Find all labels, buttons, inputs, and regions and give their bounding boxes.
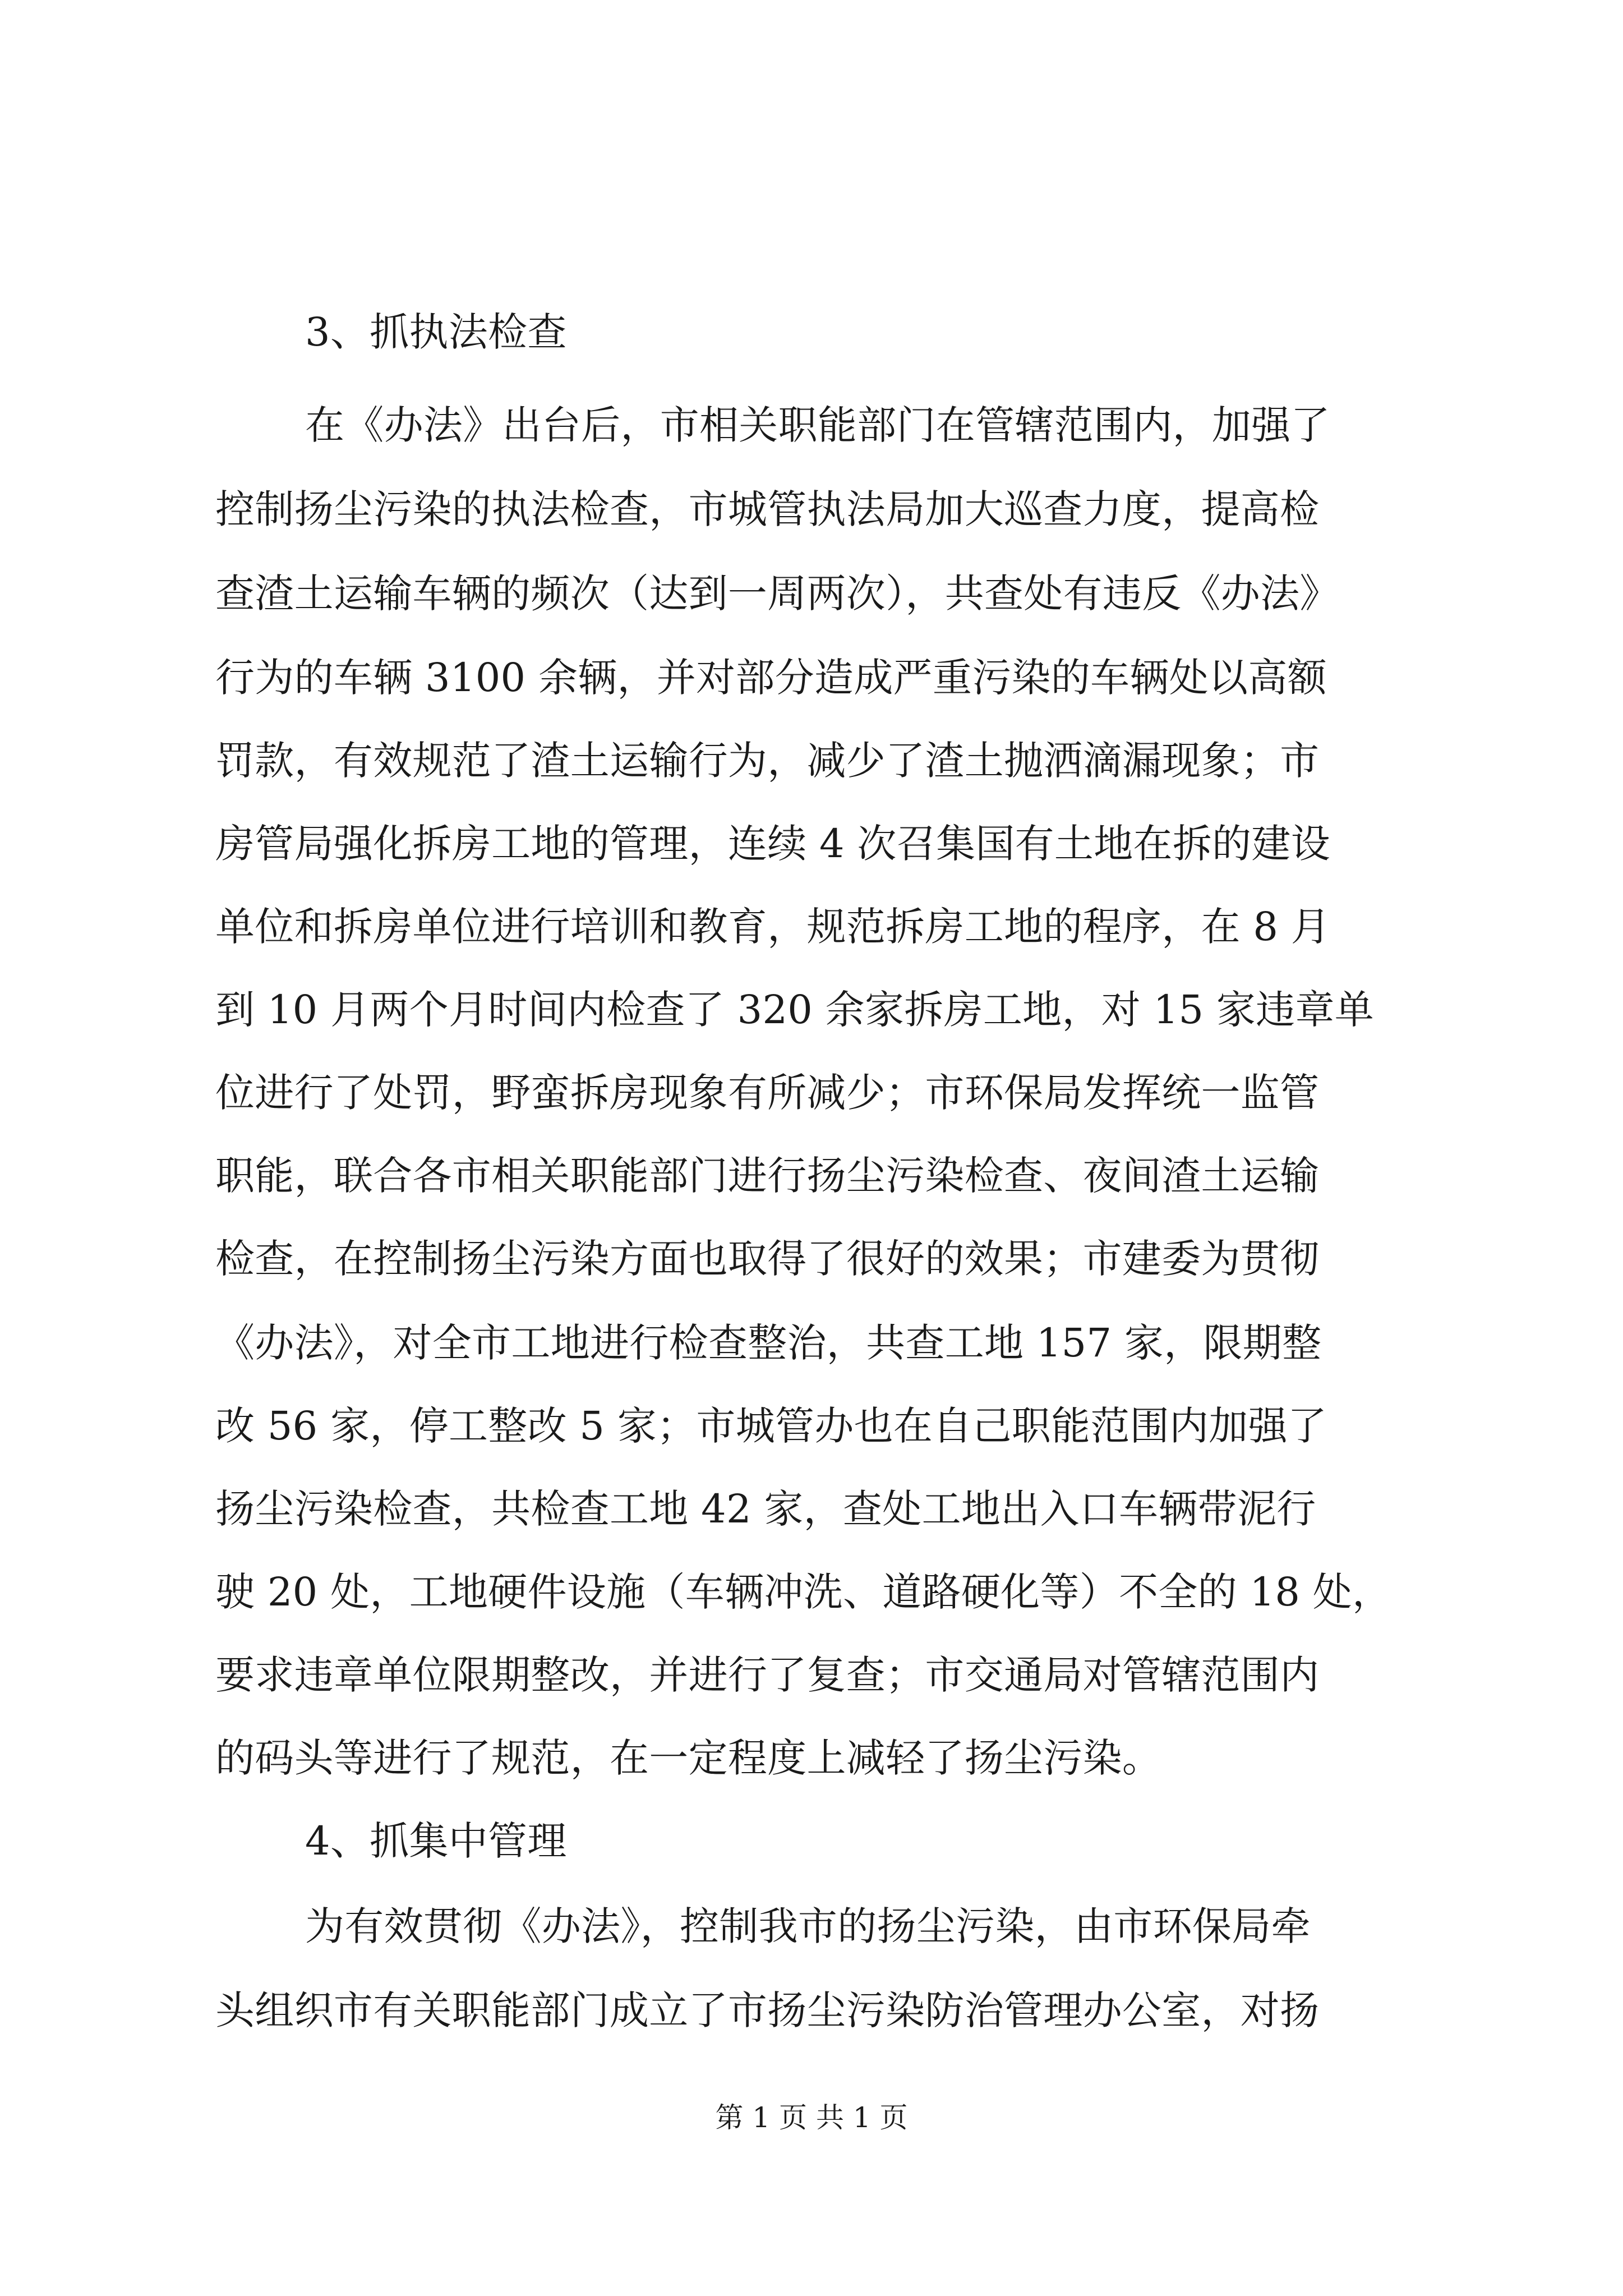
paragraph-line: 控制扬尘污染的执法检查，市城管执法局加大巡查力度，提高检	[215, 486, 1320, 532]
section-3-heading: 3、抓执法检查	[305, 309, 567, 355]
section-4-heading: 4、抓集中管理	[305, 1818, 567, 1864]
paragraph-line: 要求违章单位限期整改，并进行了复查；市交通局对管辖范围内	[215, 1652, 1320, 1698]
paragraph-line: 单位和拆房单位进行培训和教育，规范拆房工地的程序，在 8 月	[215, 904, 1331, 950]
paragraph-line: 《办法》，对全市工地进行检查整治，共查工地 157 家，限期整	[215, 1320, 1322, 1366]
paragraph-line: 职能，联合各市相关职能部门进行扬尘污染检查、夜间渣土运输	[215, 1153, 1320, 1199]
paragraph-line: 位进行了处罚，野蛮拆房现象有所减少；市环保局发挥统一监管	[215, 1070, 1320, 1116]
paragraph-line: 扬尘污染检查，共检查工地 42 家，查处工地出入口车辆带泥行	[215, 1486, 1316, 1532]
paragraph-line: 头组织市有关职能部门成立了市扬尘污染防治管理办公室，对扬	[215, 1987, 1320, 2033]
paragraph-line: 改 56 家，停工整改 5 家；市城管办也在自己职能范围内加强了	[215, 1403, 1327, 1449]
page-footer: 第 1 页 共 1 页	[715, 2101, 908, 2134]
paragraph-line: 的码头等进行了规范，在一定程度上减轻了扬尘污染。	[215, 1735, 1162, 1781]
paragraph-line: 驶 20 处，工地硬件设施（车辆冲洗、道路硬化等）不全的 18 处，	[215, 1569, 1392, 1615]
paragraph-line: 到 10 月两个月时间内检查了 320 余家拆房工地，对 15 家违章单	[215, 987, 1375, 1033]
paragraph-line: 为有效贯彻《办法》，控制我市的扬尘污染，由市环保局牵	[305, 1903, 1311, 1949]
paragraph-line: 房管局强化拆房工地的管理，连续 4 次召集国有土地在拆的建设	[215, 821, 1331, 867]
paragraph-line: 行为的车辆 3100 余辆，并对部分造成严重污染的车辆处以高额	[215, 655, 1327, 701]
paragraph-line: 罚款，有效规范了渣土运输行为，减少了渣土抛洒滴漏现象；市	[215, 738, 1320, 784]
paragraph-line: 查渣土运输车辆的频次（达到一周两次），共查处有违反《办法》	[215, 570, 1339, 616]
paragraph-line: 在《办法》出台后，市相关职能部门在管辖范围内，加强了	[305, 402, 1330, 448]
paragraph-line: 检查，在控制扬尘污染方面也取得了很好的效果；市建委为贯彻	[215, 1236, 1320, 1282]
